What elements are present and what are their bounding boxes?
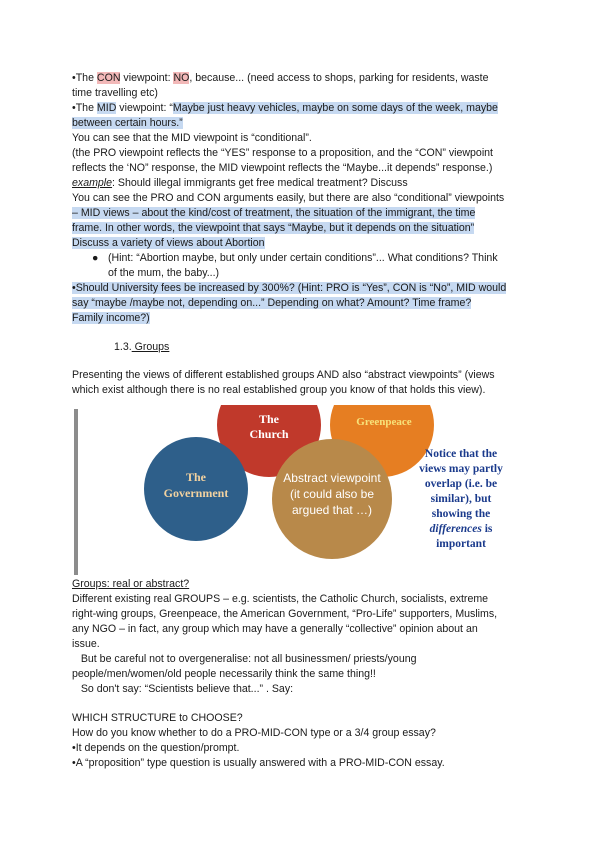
- church-label-2: Church: [249, 427, 289, 441]
- highlighted-line: [72, 221, 532, 236]
- note-line-2: views may partly: [419, 463, 503, 475]
- note-line-5: showing the: [431, 508, 491, 520]
- text-line: But be careful not to overgeneralise: not all businessmen/ priests/young: [72, 653, 417, 665]
- con-word: CON: [96, 72, 121, 84]
- text: – MID views – about the kind/cost of treatment, the situation of the immigrant, the time: [72, 207, 476, 219]
- example-line: [72, 176, 532, 191]
- text: , because... (need access to shops, parking for residents, waste: [189, 72, 489, 84]
- note-line-1: Notice that the: [424, 448, 498, 460]
- structure-heading: WHICH STRUCTURE to CHOOSE?: [72, 712, 243, 724]
- text-line: You can see the PRO and CON arguments easily, but there are also “conditional” viewpoints: [72, 192, 505, 204]
- text: •The: [72, 72, 97, 84]
- text-line: which exist although there is no real established group you know of that holds this view).: [72, 384, 486, 396]
- groups-venn-diagram: [72, 405, 532, 577]
- mid-quote-2: between certain hours.”: [72, 117, 183, 129]
- text: Groups: real or abstract?: [72, 578, 190, 590]
- text-line: •It depends on the question/prompt.: [72, 742, 240, 754]
- text-line: Different existing real GROUPS – e.g. scientists, the Catholic Church, socialists, extreme: [72, 593, 489, 605]
- highlighted-line: [72, 236, 532, 251]
- bullet-item-cont: [92, 266, 532, 281]
- section-heading: [114, 340, 169, 355]
- text-line: Presenting the views of different established groups AND also “abstract viewpoints” (views: [72, 369, 495, 381]
- abstract-label-3: argued that …): [291, 503, 373, 517]
- mid-viewpoint-line-2: [72, 116, 532, 131]
- text: say “maybe /maybe not, depending on...” Depending on what? Amount? Time frame?: [72, 297, 472, 309]
- text: viewpoint:: [120, 72, 174, 84]
- highlighted-line: [72, 311, 532, 326]
- mid-viewpoint-line: [72, 101, 532, 116]
- mid-quote: Maybe just heavy vehicles, maybe on some days of the week, maybe: [172, 102, 498, 114]
- government-label-1: The: [185, 470, 207, 484]
- text: Discuss a variety of views about Abortion: [72, 237, 265, 249]
- abstract-label-1: Abstract viewpoint: [283, 471, 381, 485]
- note-line-3: overlap (i.e. be: [424, 478, 498, 490]
- text-line: You can see that the MID viewpoint is “conditional”.: [72, 132, 312, 144]
- government-label-2: Government: [163, 486, 229, 500]
- highlighted-line: [72, 296, 532, 311]
- abstract-label-2: (it could also be: [289, 487, 375, 501]
- text: Family income?): [72, 312, 150, 324]
- section-number: 1.3.: [114, 341, 132, 353]
- church-label-1: The: [258, 412, 280, 426]
- no-word: NO: [173, 72, 190, 84]
- text-line: right-wing groups, Greenpeace, the American Government, “Pro-Life” supporters, Muslims,: [72, 608, 498, 620]
- text-line: any NGO – in fact, any group which may have a generally “collective” opinion about an: [72, 623, 478, 635]
- text-line: How do you know whether to do a PRO-MID-CON type or a 3/4 group essay?: [72, 727, 436, 739]
- note-differences: differences: [429, 523, 482, 535]
- left-border-bar: [74, 409, 78, 575]
- highlighted-line: [72, 281, 532, 296]
- text-line: •A “proposition” type question is usually answered with a PRO-MID-CON essay.: [72, 757, 445, 769]
- text-line: So don't say: “Scientists believe that...” . Say:: [72, 683, 294, 695]
- note-line-6: [430, 523, 493, 535]
- note-line-7: important: [436, 538, 486, 550]
- text: •The: [72, 102, 97, 114]
- con-viewpoint-line-2: time travelling etc): [72, 87, 158, 99]
- text: of the mum, the baby...): [108, 267, 220, 279]
- con-viewpoint-line: [72, 71, 532, 86]
- groups-heading: [72, 577, 532, 592]
- text-line: reflects the ‘NO” response, the MID viewpoint reflects the “Maybe...it depends” response.): [72, 162, 493, 174]
- text: : Should illegal immigrants get free medical treatment? Discuss: [112, 177, 408, 189]
- mid-word: MID: [96, 102, 117, 114]
- text: •Should University fees be increased by 300%? (Hint: PRO is “Yes”, CON is “No”, MID would: [72, 282, 507, 294]
- section-title: Groups: [131, 341, 170, 353]
- text-line: issue.: [72, 638, 100, 650]
- greenpeace-label: Greenpeace: [356, 416, 412, 428]
- text: frame. In other words, the viewpoint that says “Maybe, but it depends on the situation”: [72, 222, 475, 234]
- text: viewpoint: “: [116, 102, 173, 114]
- bullet-item: [92, 251, 532, 266]
- text-line: (the PRO viewpoint reflects the “YES” response to a proposition, and the “CON” viewpoint: [72, 147, 494, 159]
- note-is: is: [481, 523, 493, 535]
- note-line-4: similar), but: [430, 493, 492, 505]
- example-label: example: [72, 177, 113, 189]
- bullet-dot-icon: ●: [92, 252, 99, 264]
- text-line: people/men/women/old people necessarily think the same thing!!: [72, 668, 376, 680]
- highlighted-line: [72, 206, 532, 221]
- text: (Hint: “Abortion maybe, but only under certain conditions”... What conditions? Think: [108, 252, 498, 264]
